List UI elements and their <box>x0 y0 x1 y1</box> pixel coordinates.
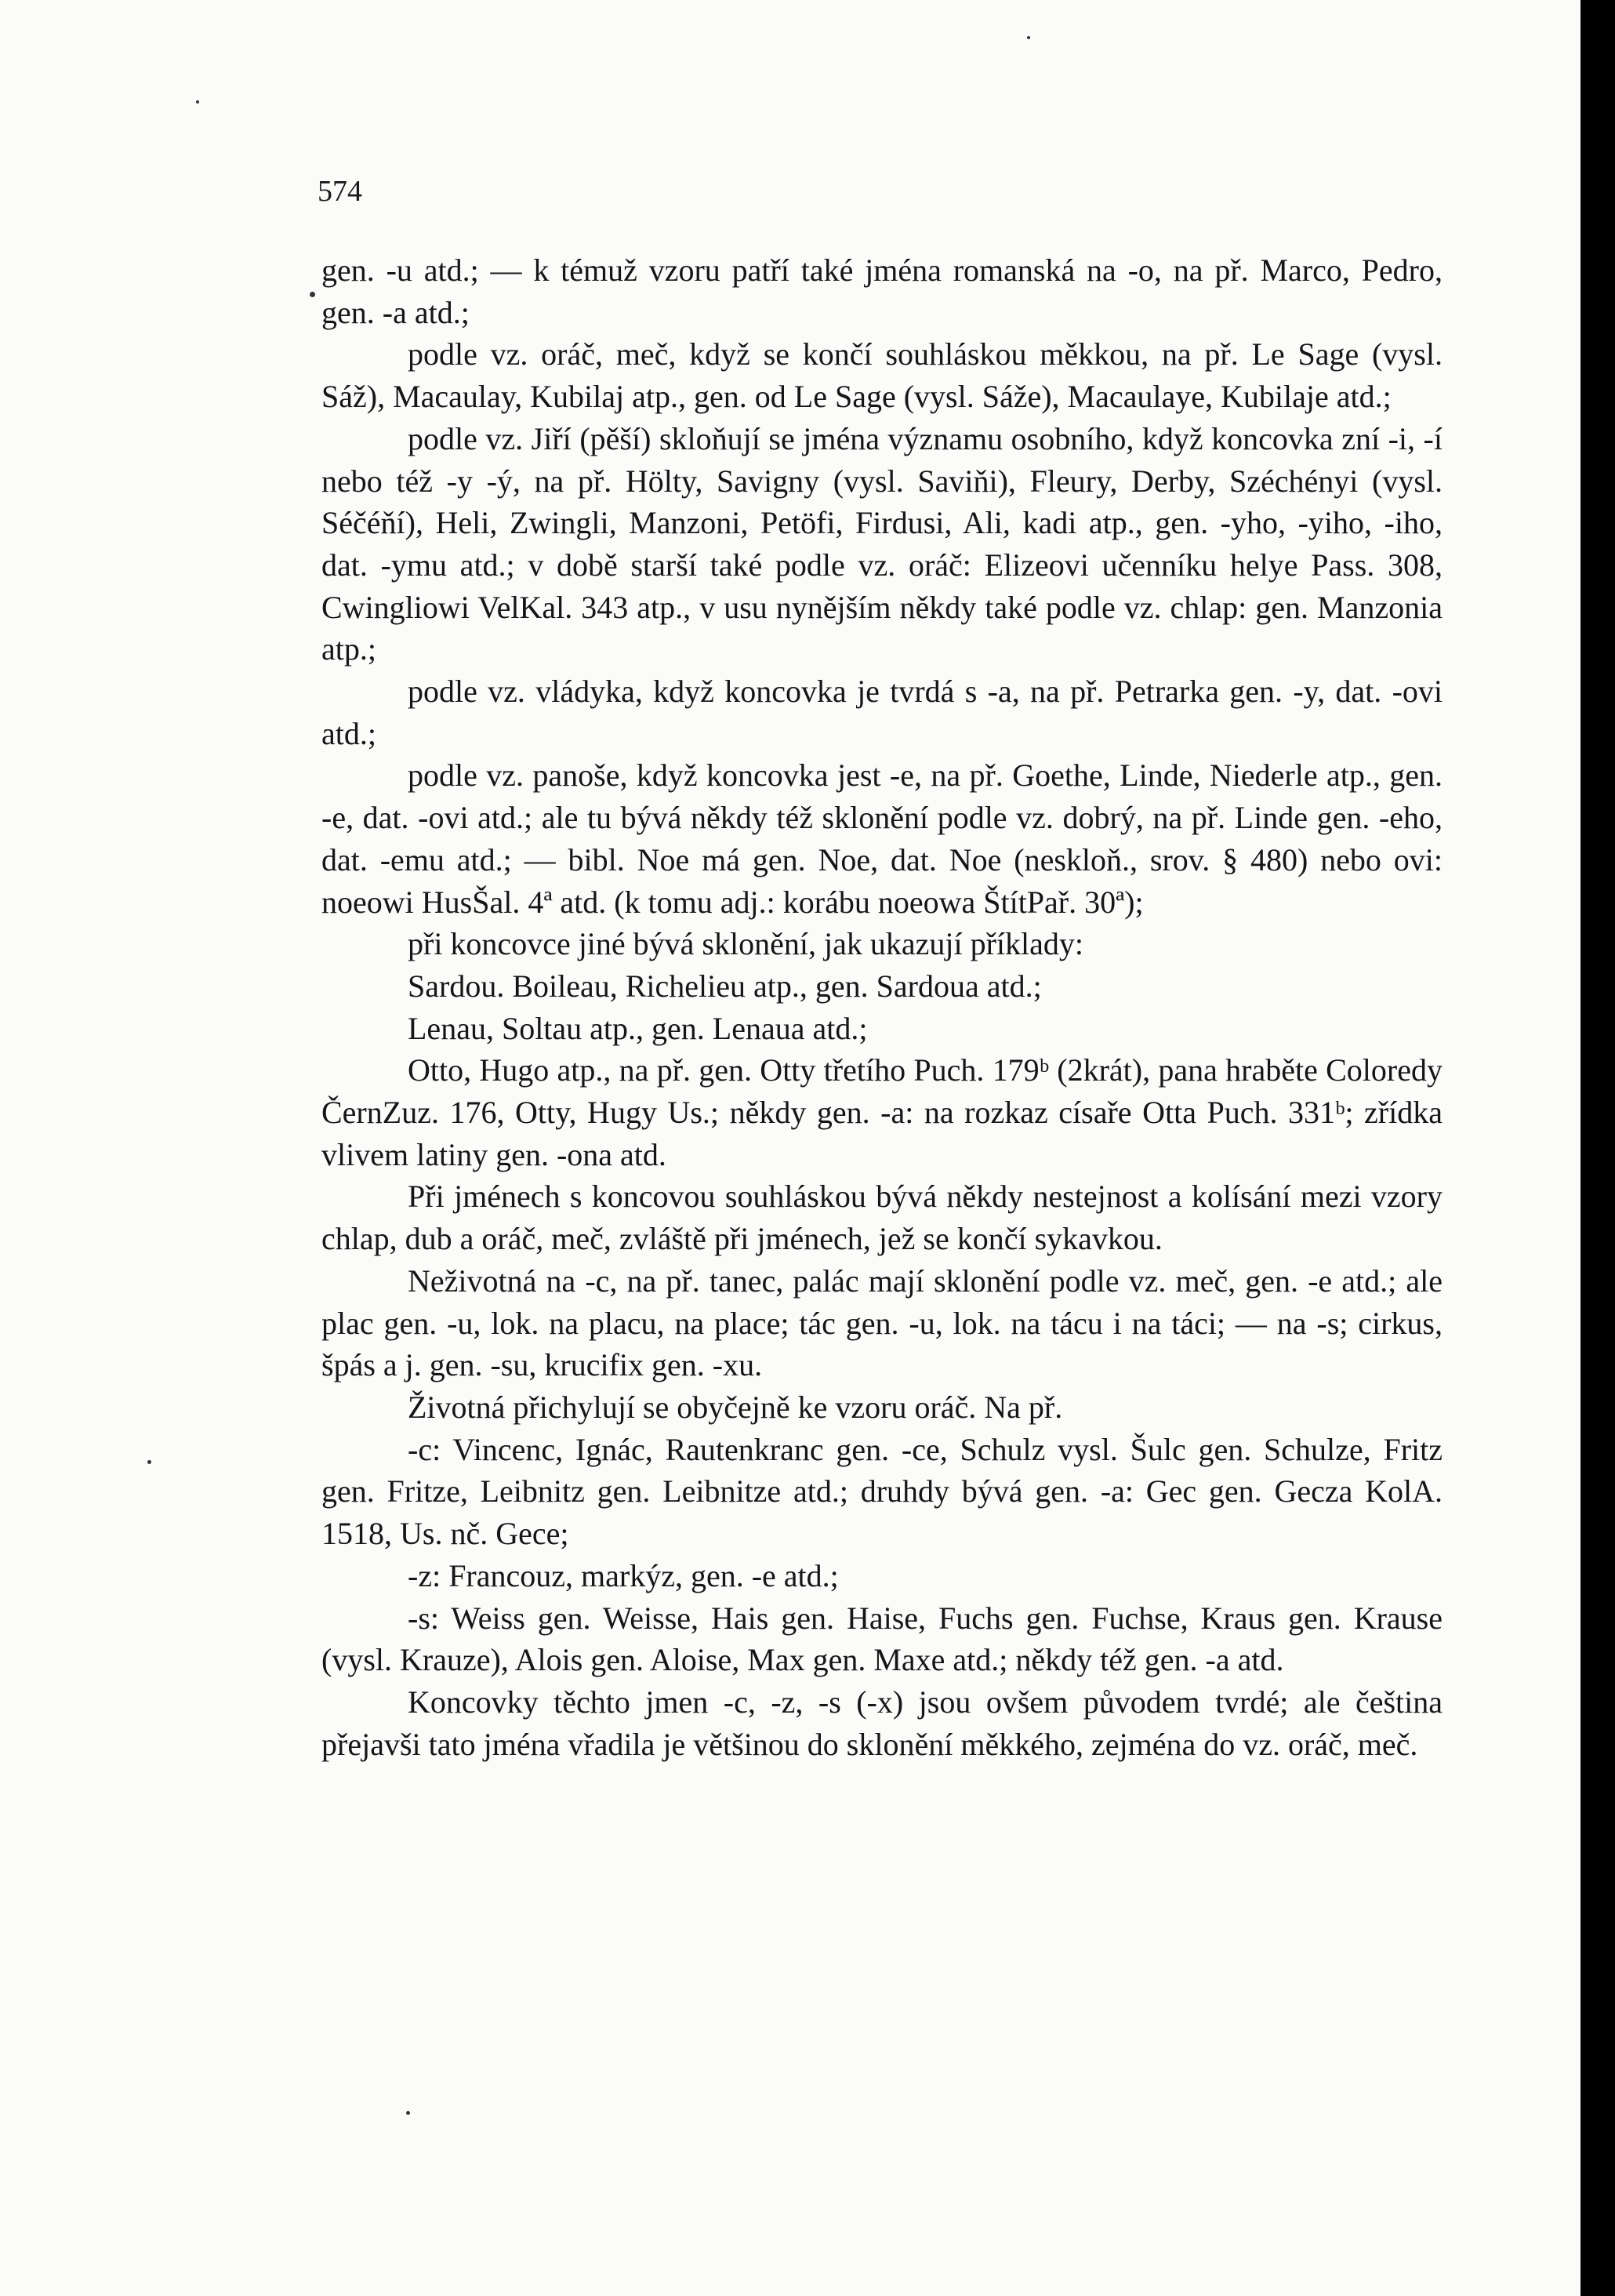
scan-speck <box>310 292 315 297</box>
paragraph: Koncovky těchto jmen -c, -z, -s (-x) jsou ovšem původem tvrdé; ale čeština přejavši tato jména vřadila je většinou do sklonění měkkého, zejména do vz. oráč, meč. <box>321 1684 1443 1762</box>
scan-speck <box>406 2111 410 2115</box>
scan-speck <box>147 1460 151 1464</box>
paragraph: Neživotná na -c, na př. tanec, palác mají sklonění podle vz. meč, gen. -e atd.; ale plac gen. -u, lok. na placu, na place; tác gen. -u, lok. na tácu i na táci; — na -s; cirkus, špás a j. gen. -su, krucifix gen. -xu. <box>321 1262 1443 1383</box>
paragraph: podle vz. oráč, meč, když se končí souhláskou měkkou, na př. Le Sage (vysl. Sáž), Macaulay, Kubilaj atp., gen. od Le Sage (vysl. Sáže), Macaulaye, Kubilaje atd.; <box>321 336 1443 415</box>
paragraph: podle vz. Jiří (pěší) skloňují se jména významu osobního, když koncovka zní -i, -í nebo též -y -ý, na př. Hölty, Savigny (vysl. Saviňi), Fleury, Derby, Széchényi (vysl. Séčéňí), Heli, Zwingli, Manzoni, Petöfi, Firdusi, Ali, kadi atp., gen. -yho, -yiho, -iho, dat. -ymu atd.; v době starší také podle vz. oráč: Elizeovi učenníku helye Pass. 308, Cwingliowi VelKal. 343 atp., v usu nynějším někdy také podle vz. chlap: gen. Manzonia atp.; <box>321 420 1443 667</box>
paragraph: -c: Vincenc, Ignác, Rautenkranc gen. -ce, Schulz vysl. Šulc gen. Schulze, Fritz gen. Fritze, Leibnitz gen. Leibnitze atd.; druhdy bývá gen. -a: Gec gen. Gecza KolA. 1518, Us. nč. Gece; <box>321 1431 1443 1552</box>
paragraph: gen. -u atd.; — k témuž vzoru patří také jména romanská na -o, na př. Marco, Pedro, gen. -a atd.; <box>321 252 1443 330</box>
paragraph: Sardou. Boileau, Richelieu atp., gen. Sardoua atd.; <box>408 968 1042 1004</box>
paragraph: podle vz. panoše, když koncovka jest -e, na př. Goethe, Linde, Niederle atp., gen. -e, dat. -ovi atd.; ale tu bývá někdy též sklonění podle vz. dobrý, na př. Linde gen. -eho, dat. -emu atd.; — bibl. Noe má gen. Noe, dat. Noe (neskloň., srov. § 480) nebo ovi: noeowi HusŠal. 4ª atd. (k tomu adj.: korábu noeowa ŠtítPař. 30ª); <box>321 757 1443 920</box>
page-number: 574 <box>318 175 362 208</box>
paragraph: Otto, Hugo atp., na př. gen. Otty třetího Puch. 179ᵇ (2krát), pana hraběte Coloredy ČernZuz. 176, Otty, Hugy Us.; někdy gen. -a: na rozkaz císaře Otta Puch. 331ᵇ; zřídka vlivem latiny gen. -ona atd. <box>321 1052 1443 1172</box>
paragraph: Při jménech s koncovou souhláskou bývá někdy nestejnost a kolísání mezi vzory chlap, dub a oráč, meč, zvláště při jménech, jež se končí sykavkou. <box>321 1179 1443 1257</box>
paragraph: -s: Weiss gen. Weisse, Hais gen. Haise, Fuchs gen. Fuchse, Kraus gen. Krause (vysl. Krauze), Alois gen. Aloise, Max gen. Maxe atd.; někdy též gen. -a atd. <box>321 1600 1443 1678</box>
paragraph: Lenau, Soltau atp., gen. Lenaua atd.; <box>408 1010 868 1046</box>
paragraph: podle vz. vládyka, když koncovka je tvrdá s -a, na př. Petrarka gen. -y, dat. -ovi atd.; <box>321 674 1443 751</box>
scan-speck <box>196 100 199 104</box>
paragraph: -z: Francouz, markýz, gen. -e atd.; <box>408 1557 839 1593</box>
paragraph: při koncovce jiné bývá sklonění, jak ukazují příklady: <box>408 926 1083 962</box>
paragraph: Životná přichylují se obyčejně ke vzoru oráč. Na př. <box>408 1389 1063 1425</box>
body-text <box>321 249 1443 1765</box>
scan-speck <box>1027 36 1030 39</box>
